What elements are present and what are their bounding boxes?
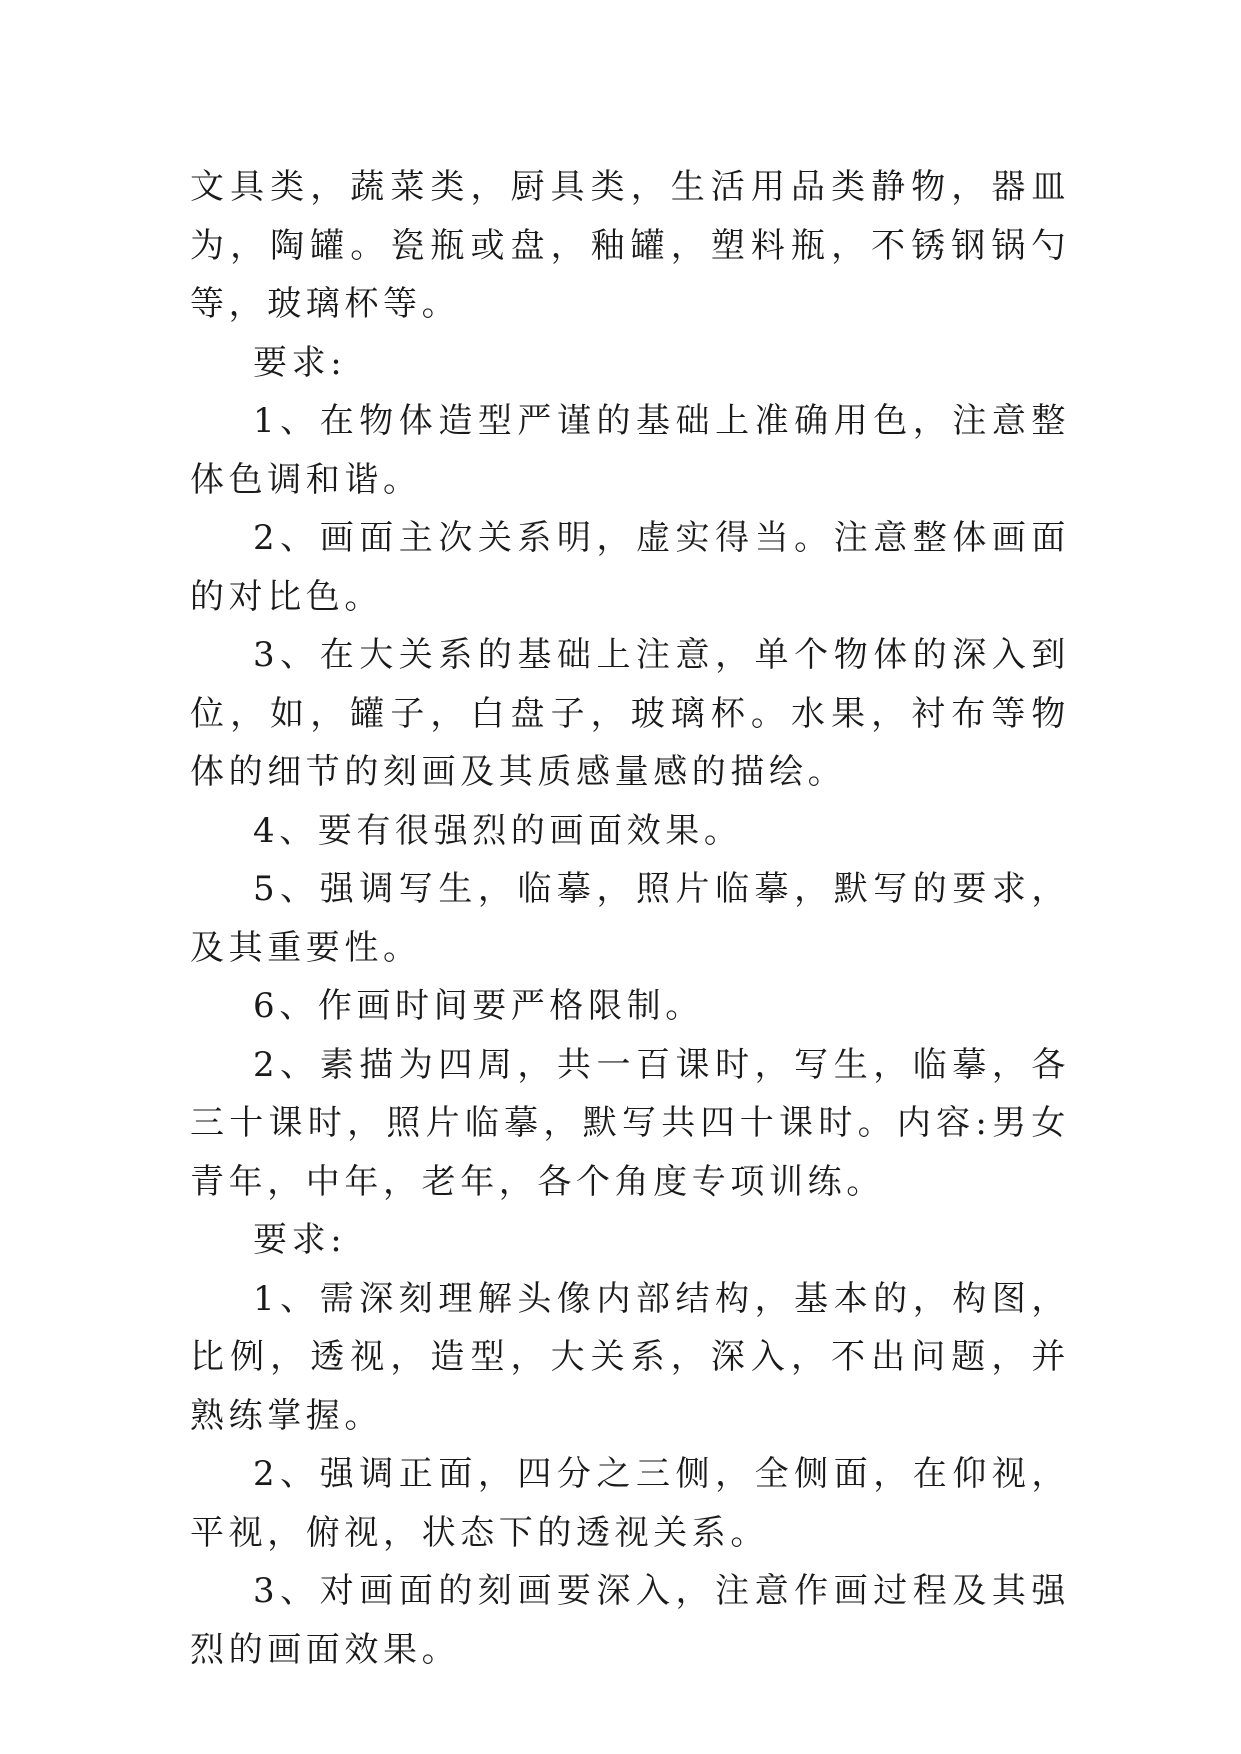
- document-body: [190, 158, 1070, 1679]
- paragraph-item: 1、在物体造型严谨的基础上准确用色，注意整体色调和谐。: [190, 401, 1070, 500]
- paragraph-item: 5、强调写生，临摹，照片临摹，默写的要求，及其重要性。: [190, 869, 1070, 968]
- paragraph-item: 1、需深刻理解头像内部结构，基本的，构图，比例，透视，造型，大关系，深入，不出问题，并熟练掌握。: [190, 1278, 1070, 1436]
- paragraph-item: 3、在大关系的基础上注意，单个物体的深入到位，如，罐子，白盘子，玻璃杯。水果，衬布等物体的细节的刻画及其质感量感的描绘。: [190, 635, 1070, 792]
- paragraph-requirements-heading: 要求:: [253, 342, 347, 383]
- paragraph-item: 2、画面主次关系明，虚实得当。注意整体画面的对比色。: [190, 518, 1070, 617]
- paragraph-item: 3、对画面的刻画要深入，注意作画过程及其强烈的画面效果。: [190, 1571, 1070, 1670]
- paragraph-sketch-section: 2、素描为四周，共一百课时，写生，临摹，各三十课时，照片临摹，默写共四十课时。内容:男女青年，中年，老年，各个角度专项训练。: [190, 1044, 1070, 1202]
- paragraph-item: 6、作画时间要严格限制。: [253, 986, 704, 1026]
- paragraph-item: 4、要有很强烈的画面效果。: [253, 810, 743, 851]
- paragraph-requirements-heading: 要求:: [253, 1220, 347, 1260]
- paragraph-item: 2、强调正面，四分之三侧，全侧面，在仰视，平视，俯视，状态下的透视关系。: [190, 1454, 1070, 1553]
- paragraph-continuation: 文具类，蔬菜类，厨具类，生活用品类静物，器皿为，陶罐。瓷瓶或盘，釉罐，塑料瓶，不锈钢锅勺等，玻璃杯等。: [190, 167, 1070, 324]
